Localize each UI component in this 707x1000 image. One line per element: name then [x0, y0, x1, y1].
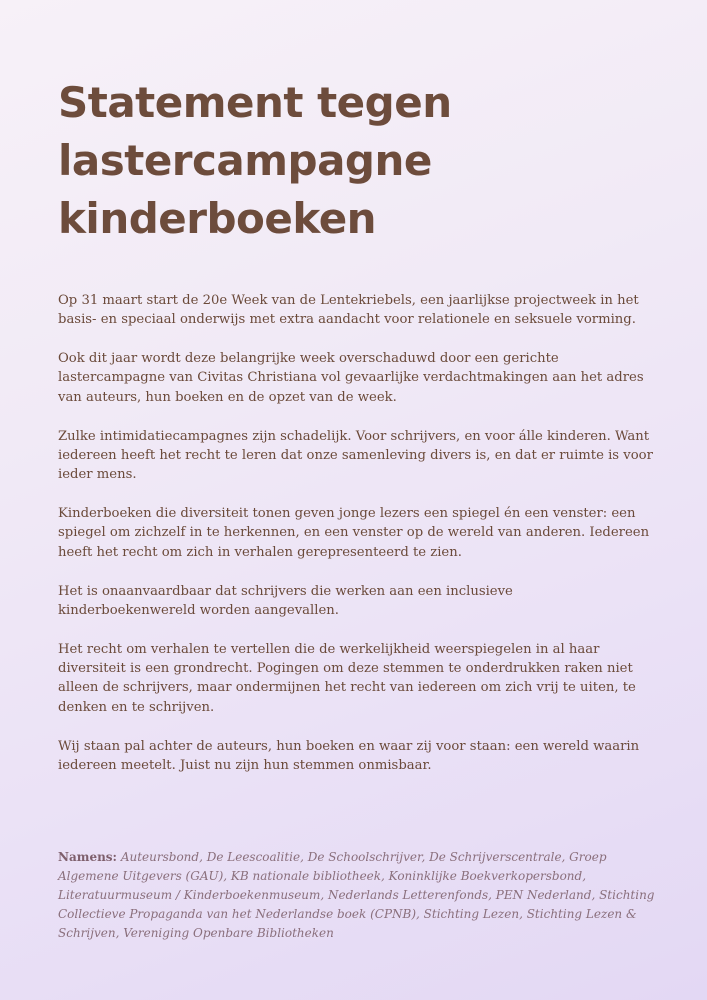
paragraph: Wij staan pal achter de auteurs, hun boeken en waar zij voor staan: een wereld waarin iedereen meetelt. Juist nu zijn hun stemmen onmisbaar.: [58, 738, 640, 773]
paragraph: Kinderboeken die diversiteit tonen geven jonge lezers een spiegel én een venster: een spiegel om zichzelf in te herkennen, en een venster op de wereld van anderen. Iedereen heeft het recht om zich in verhalen gerepresenteerd te zien.: [58, 506, 650, 560]
title-line: Statement tegen: [58, 78, 452, 127]
signatories-label: Namens:: [58, 850, 117, 864]
paragraph: Op 31 maart start de 20e Week van de Lentekriebels, een jaarlijkse projectweek in het basis- en speciaal onderwijs met extra aandacht voor relationele en seksuele vorming.: [58, 293, 639, 328]
paragraph: Zulke intimidatiecampagnes zijn schadelijk. Voor schrijvers, en voor álle kinderen. Want iedereen heeft het recht te leren dat onze samenleving divers is, en dat er ruimte is voor ieder mens.: [58, 428, 653, 483]
signatories: [58, 848, 658, 943]
title-line: kinderboeken: [58, 194, 377, 243]
page-title: [58, 74, 618, 248]
statement-body: [58, 291, 653, 795]
paragraph: Het recht om verhalen te vertellen die de werkelijkheid weerspiegelen in al haar diversiteit is een grondrecht. Pogingen om deze stemmen te onderdrukken raken niet alleen de schrijvers, maar ondermijnen het recht van iedereen om zich vrij te uiten, te denken en te schrijven.: [58, 641, 636, 715]
paragraph: Het is onaanvaardbaar dat schrijvers die werken aan een inclusieve kinderboekenwereld worden aangevallen.: [58, 583, 513, 618]
signatories-list: Auteursbond, De Leescoalitie, De Schoolschrijver, De Schrijverscentrale, Groep Algemene Uitgevers (GAU), KB nationale bibliotheek, Koninklijke Boekverkopersbond, Literatuurmuseum / Kinderboekenmuseum, Nederlands Letterenfonds, PEN Nederland, Stichting Collectieve Propaganda van het Nederlandse boek (CPNB), Stichting Lezen, Stichting Lezen & Schrijven, Vereniging Openbare Bibliotheken: [58, 850, 655, 940]
title-line: lastercampagne: [58, 136, 432, 185]
paragraph: Ook dit jaar wordt deze belangrijke week overschaduwd door een gerichte lastercampagne van Civitas Christiana vol gevaarlijke verdachtmakingen aan het adres van auteurs, hun boeken en de opzet van de week.: [58, 351, 644, 405]
